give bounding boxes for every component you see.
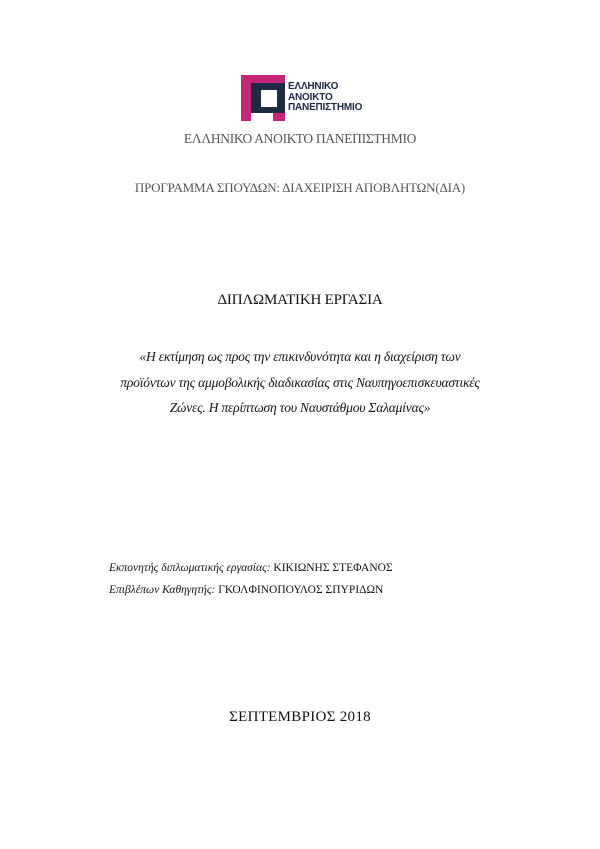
logo-line-3: ΠΑΝΕΠΙΣΤΗΜΙΟ — [288, 102, 363, 113]
author-line — [109, 562, 393, 574]
study-program: ΠΡΟΓΡΑΜΜΑ ΣΠΟΥΔΩΝ: ΔΙΑΧΕΙΡΙΣΗ ΑΠΟΒΛΗΤΩΝ(ΔΙΑ) — [134, 180, 466, 195]
thesis-title-line: Ζώνες. Η περίπτωση του Ναυστάθμου Σαλαμίνας» — [169, 400, 431, 415]
document-type: ΔΙΠΛΩΜΑΤΙΚΗ ΕΡΓΑΣΙΑ — [217, 292, 383, 308]
thesis-title-line: «Η εκτίμηση ως προς την επικινδυνότητα και η διαχείριση των — [139, 349, 461, 364]
university-name: ΕΛΛΗΝΙΚΟ ΑΝΟΙΚΤΟ ΠΑΝΕΠΙΣΤΗΜΙΟ — [183, 131, 417, 146]
thesis-title-line: προϊόντων της αμμοβολικής διαδικασίας στις Ναυπηγοεπισκευαστικές — [120, 374, 480, 390]
university-logo — [241, 73, 371, 123]
logo-line-2: ΑΝΟΙΚΤΟ — [288, 91, 333, 103]
thesis-title — [60, 344, 540, 421]
submission-date: ΣΕΠΤΕΜΒΡΙΟΣ 2018 — [229, 709, 371, 725]
author-name: ΚΙΚΙΩΝΗΣ ΣΤΕΦΑΝΟΣ — [273, 562, 393, 574]
logo-line-1: ΕΛΛΗΝΙΚΟ — [288, 81, 339, 92]
author-label: Εκπονητής διπλωματικής εργασίας: — [109, 562, 271, 574]
logo-wordmark — [288, 82, 362, 114]
supervisor-label: Επιβλέπων Καθηγητής: — [109, 584, 216, 596]
supervisor-name: ΓΚΟΛΦΙΝΟΠΟΥΛΟΣ ΣΠΥΡΙΔΩΝ — [218, 584, 384, 596]
supervisor-line — [109, 584, 383, 596]
logo-mark-icon — [241, 73, 285, 123]
